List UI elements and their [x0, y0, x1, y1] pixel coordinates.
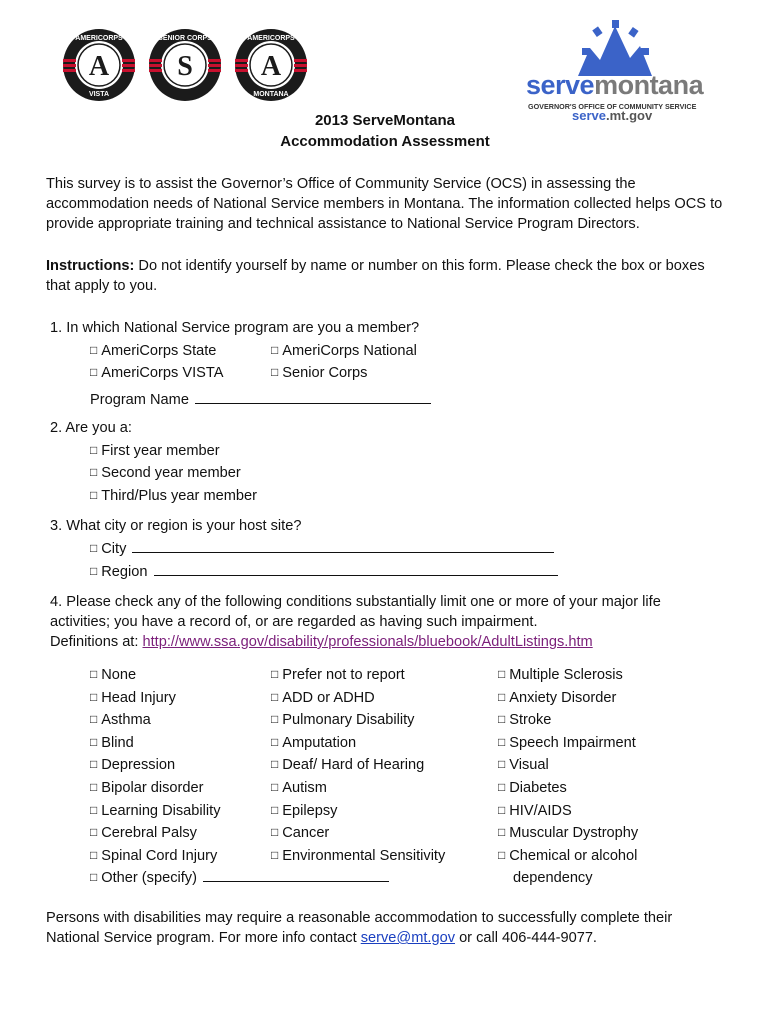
question-4-line1: 4. Please check any of the following conditions substantially limit one or more of your major life [50, 594, 661, 610]
checkbox[interactable]: □ [271, 712, 279, 727]
condition-item[interactable]: □ Anxiety Disorder [498, 689, 617, 706]
condition-item[interactable]: □ Epilepsy [271, 802, 338, 819]
servemontana-url: serve.mt.gov [572, 108, 653, 123]
footer-text: Persons with disabilities may require a reasonable accommodation to successfully complete their National Service program. For more info contact [46, 910, 673, 946]
condition-item[interactable]: □ Chemical or alcohol [498, 847, 638, 864]
checkbox[interactable]: □ [498, 734, 506, 749]
q3-option-city[interactable]: □ City [90, 538, 554, 559]
checkbox[interactable]: □ [90, 689, 98, 704]
program-name-label: Program Name [90, 392, 189, 408]
checkbox[interactable]: □ [90, 779, 98, 794]
condition-item[interactable]: □ Stroke [498, 712, 552, 729]
conditions-col2 [271, 664, 445, 867]
checkbox[interactable]: □ [90, 541, 98, 555]
definitions-line [50, 632, 593, 652]
checkbox[interactable]: □ [90, 443, 98, 457]
page-title-line2: Accommodation Assessment [280, 133, 490, 150]
checkbox[interactable]: □ [90, 343, 98, 357]
condition-item-other[interactable]: □ Other (specify) [90, 867, 389, 890]
condition-item[interactable]: □ Muscular Dystrophy [498, 825, 639, 842]
checkbox[interactable]: □ [90, 365, 98, 379]
condition-item[interactable]: □ Prefer not to report [271, 667, 405, 683]
checkbox[interactable]: □ [90, 667, 98, 681]
other-specify-input-line[interactable] [203, 867, 389, 882]
program-name-input-line[interactable] [195, 389, 431, 404]
checkbox[interactable]: □ [271, 779, 279, 794]
checkbox[interactable]: □ [90, 757, 98, 772]
condition-item[interactable]: □ Diabetes [498, 779, 567, 796]
question-3: 3. What city or region is your host site? [50, 518, 302, 534]
region-input-line[interactable] [154, 561, 558, 576]
q1-option-senior-corps[interactable]: □ Senior Corps [271, 365, 368, 381]
checkbox[interactable]: □ [90, 712, 98, 727]
condition-item[interactable]: □ Bipolar disorder [90, 779, 204, 796]
q1-option-americorps-state[interactable]: □ AmeriCorps State [90, 343, 217, 359]
logo-bottom-text: MONTANA [253, 91, 289, 98]
definitions-label: Definitions at: [50, 634, 143, 650]
q2-option-second-year[interactable]: □ Second year member [90, 465, 241, 481]
condition-item[interactable]: □ Learning Disability [90, 802, 221, 819]
checkbox[interactable]: □ [271, 757, 279, 772]
checkbox[interactable]: □ [271, 365, 279, 379]
servemontana-tagline: GOVERNOR'S OFFICE OF COMMUNITY SERVICE [528, 102, 697, 111]
condition-item[interactable]: □ Pulmonary Disability [271, 712, 415, 729]
logo-top-text: SENIOR CORPS [158, 35, 212, 42]
checkbox[interactable]: □ [271, 734, 279, 749]
condition-item[interactable]: □ Speech Impairment [498, 734, 636, 751]
logo-top-text: AMERICORPS [75, 35, 123, 42]
checkbox[interactable]: □ [271, 802, 279, 817]
checkbox[interactable]: □ [498, 802, 506, 817]
condition-item[interactable]: □ ADD or ADHD [271, 689, 375, 706]
footer-text-phone: or call 406-444-9077. [455, 930, 597, 946]
senior-corps-logo [148, 28, 222, 102]
americorps-vista-logo [62, 28, 136, 102]
servemontana-logo [520, 18, 710, 123]
checkbox[interactable]: □ [498, 847, 506, 862]
logo-letter: A [260, 51, 282, 82]
condition-item[interactable]: □ Head Injury [90, 689, 176, 706]
condition-item[interactable]: □ Amputation [271, 734, 357, 751]
conditions-col3 [498, 664, 638, 890]
intro-paragraph: This survey is to assist the Governor’s Office of Community Service (OCS) in assessing the accommodation needs of National Service members in Montana. The information collected helps OCS to provide appropriate training and technical assistance to National Service Program Directors. [46, 176, 723, 232]
checkbox[interactable]: □ [90, 488, 98, 502]
condition-item[interactable]: □ Depression [90, 757, 176, 774]
program-name-field [90, 389, 431, 410]
condition-item[interactable]: □ None [90, 667, 137, 683]
question-4-line2: activities; you have a record of, or are regarded as having such impairment. [50, 614, 538, 630]
checkbox[interactable]: □ [498, 779, 506, 794]
q2-option-first-year[interactable]: □ First year member [90, 443, 220, 459]
checkbox[interactable]: □ [271, 847, 279, 862]
condition-item[interactable]: □ Visual [498, 757, 549, 774]
instructions-paragraph [46, 256, 726, 296]
contact-email-link[interactable]: serve@mt.gov [360, 930, 456, 946]
checkbox[interactable]: □ [498, 689, 506, 704]
instructions-text: Do not identify yourself by name or number on this form. Please check the box or boxes that apply to you. [46, 258, 705, 294]
q1-option-americorps-national[interactable]: □ AmeriCorps National [271, 343, 417, 359]
question-2: 2. Are you a: [50, 420, 132, 436]
instructions-label: Instructions: [46, 258, 135, 274]
servemontana-wordmark: servemontana [526, 70, 704, 100]
q2-option-third-plus-year[interactable]: □ Third/Plus year member [90, 488, 257, 504]
logo-letter: S [177, 51, 193, 82]
condition-item[interactable]: □ Blind [90, 734, 134, 751]
checkbox[interactable]: □ [271, 343, 279, 357]
checkbox[interactable]: □ [271, 667, 279, 681]
question-1: 1. In which National Service program are you a member? [50, 320, 420, 336]
q3-option-region[interactable]: □ Region [90, 561, 558, 582]
checkbox[interactable]: □ [498, 712, 506, 727]
q1-option-americorps-vista[interactable]: □ AmeriCorps VISTA [90, 365, 224, 381]
condition-item[interactable]: □ Autism [271, 779, 327, 796]
checkbox[interactable]: □ [90, 564, 98, 578]
checkbox[interactable]: □ [90, 870, 98, 885]
checkbox[interactable]: □ [90, 847, 98, 862]
condition-item[interactable]: □ Spinal Cord Injury [90, 847, 218, 864]
gear-mountains-icon [520, 18, 710, 78]
checkbox[interactable]: □ [271, 689, 279, 704]
condition-item[interactable]: □ Deaf/ Hard of Hearing [271, 757, 425, 774]
condition-item-continuation: dependency [513, 870, 593, 887]
condition-item[interactable]: □ HIV/AIDS [498, 802, 572, 819]
definitions-link[interactable]: http://www.ssa.gov/disability/professionals/bluebook/AdultListings.htm [142, 634, 593, 650]
footer-paragraph [46, 908, 726, 948]
city-input-line[interactable] [132, 538, 554, 553]
checkbox[interactable]: □ [90, 465, 98, 479]
checkbox[interactable]: □ [498, 667, 506, 681]
condition-item[interactable]: □ Environmental Sensitivity [271, 847, 446, 864]
logo-bottom-text: VISTA [88, 91, 110, 98]
americorps-montana-logo [234, 28, 308, 102]
checkbox[interactable]: □ [90, 802, 98, 817]
checkbox[interactable]: □ [498, 757, 506, 772]
condition-item[interactable]: □ Asthma [90, 712, 151, 729]
checkbox[interactable]: □ [90, 825, 98, 840]
condition-item[interactable]: □ Multiple Sclerosis [498, 667, 623, 683]
condition-item[interactable]: □ Cerebral Palsy [90, 825, 197, 842]
checkbox[interactable]: □ [90, 734, 98, 749]
logo-top-text: AMERICORPS [247, 35, 295, 42]
page-title-line1: 2013 ServeMontana [314, 112, 456, 129]
checkbox[interactable]: □ [498, 825, 506, 840]
checkbox[interactable]: □ [271, 825, 279, 840]
logo-letter: A [88, 51, 110, 82]
condition-item[interactable]: □ Cancer [271, 825, 330, 842]
